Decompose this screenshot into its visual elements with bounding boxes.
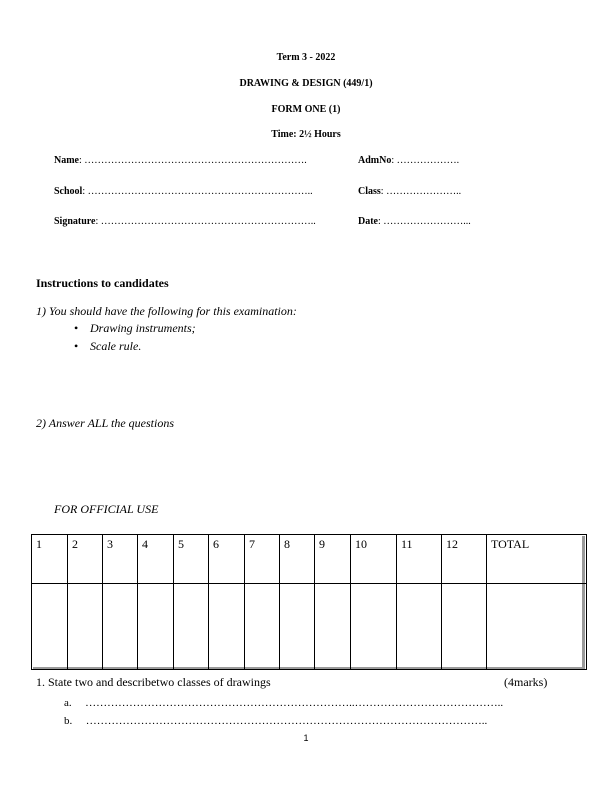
name-label: Name (54, 155, 79, 166)
score-cell[interactable] (397, 584, 442, 670)
question-1-marks: (4marks) (504, 675, 548, 689)
column-header: 8 (280, 535, 315, 584)
column-header: 4 (138, 535, 174, 584)
date-label: Date (358, 216, 378, 227)
total-cell[interactable] (487, 584, 587, 670)
column-header: 9 (315, 535, 351, 584)
score-cell[interactable] (245, 584, 280, 670)
exam-term: Term 3 - 2022 (276, 52, 336, 63)
score-cell[interactable] (32, 584, 68, 670)
answer-a-dots: ………………………………………………………………..………………………………….. (85, 697, 504, 709)
date-field[interactable] (358, 216, 471, 227)
column-header: 5 (174, 535, 209, 584)
score-cell[interactable] (351, 584, 397, 670)
page-number: 1 (303, 733, 309, 743)
instruction-item-1: 1) You should have the following for this examination: (36, 304, 297, 318)
question-1-text: 1. State two and describetwo classes of drawings (36, 675, 271, 689)
class-label: Class (358, 186, 381, 197)
column-header: 2 (68, 535, 103, 584)
table-header-row (32, 535, 587, 584)
score-cell[interactable] (442, 584, 487, 670)
admno-label: AdmNo (358, 155, 392, 166)
class-dots: : ………………….. (380, 186, 462, 197)
instruction-item-2: 2) Answer ALL the questions (36, 416, 175, 430)
signature-label: Signature (54, 216, 96, 227)
bullet-text: Drawing instruments; (90, 321, 196, 335)
column-header: 3 (103, 535, 138, 584)
answer-b-dots: ……………………………………………………………………………………………….. (85, 715, 488, 727)
score-cell[interactable] (68, 584, 103, 670)
score-cell[interactable] (280, 584, 315, 670)
bullet-icon: • (74, 321, 79, 335)
admno-field[interactable] (358, 155, 459, 166)
answer-a-label: a. (64, 697, 72, 709)
name-dots: : …………………………………………………………. (79, 155, 307, 166)
school-field[interactable] (54, 186, 313, 197)
official-use-label: FOR OFFICIAL USE (54, 502, 159, 516)
score-cell[interactable] (103, 584, 138, 670)
column-header: TOTAL (487, 535, 587, 584)
bullet-item (74, 339, 141, 354)
bullet-icon: • (74, 339, 79, 353)
admno-dots: : ………………. (391, 155, 460, 166)
official-use-table (31, 534, 587, 670)
column-header: 10 (351, 535, 397, 584)
score-cell[interactable] (209, 584, 245, 670)
signature-dots: : ……………………………………………………….. (95, 216, 316, 227)
exam-form: FORM ONE (1) (271, 104, 341, 115)
answer-line-a[interactable] (64, 697, 503, 709)
score-cell[interactable] (138, 584, 174, 670)
column-header: 7 (245, 535, 280, 584)
score-cell[interactable] (315, 584, 351, 670)
column-header: 12 (442, 535, 487, 584)
answer-b-label: b. (64, 715, 73, 727)
date-dots: : ……………………... (378, 216, 471, 227)
class-field[interactable] (358, 186, 461, 197)
school-dots: : ………………………………………………………….. (82, 186, 313, 197)
answer-line-b[interactable] (64, 715, 487, 727)
name-field[interactable] (54, 155, 307, 166)
column-header: 1 (32, 535, 68, 584)
exam-subject: DRAWING & DESIGN (449/1) (239, 78, 373, 89)
instructions-heading: Instructions to candidates (36, 276, 169, 290)
bullet-text: Scale rule. (90, 339, 142, 353)
school-label: School (54, 186, 83, 197)
column-header: 11 (397, 535, 442, 584)
score-cell[interactable] (174, 584, 209, 670)
exam-time: Time: 2½ Hours (271, 129, 341, 140)
signature-field[interactable] (54, 216, 316, 227)
score-row (32, 584, 587, 670)
bullet-item (74, 321, 196, 336)
column-header: 6 (209, 535, 245, 584)
